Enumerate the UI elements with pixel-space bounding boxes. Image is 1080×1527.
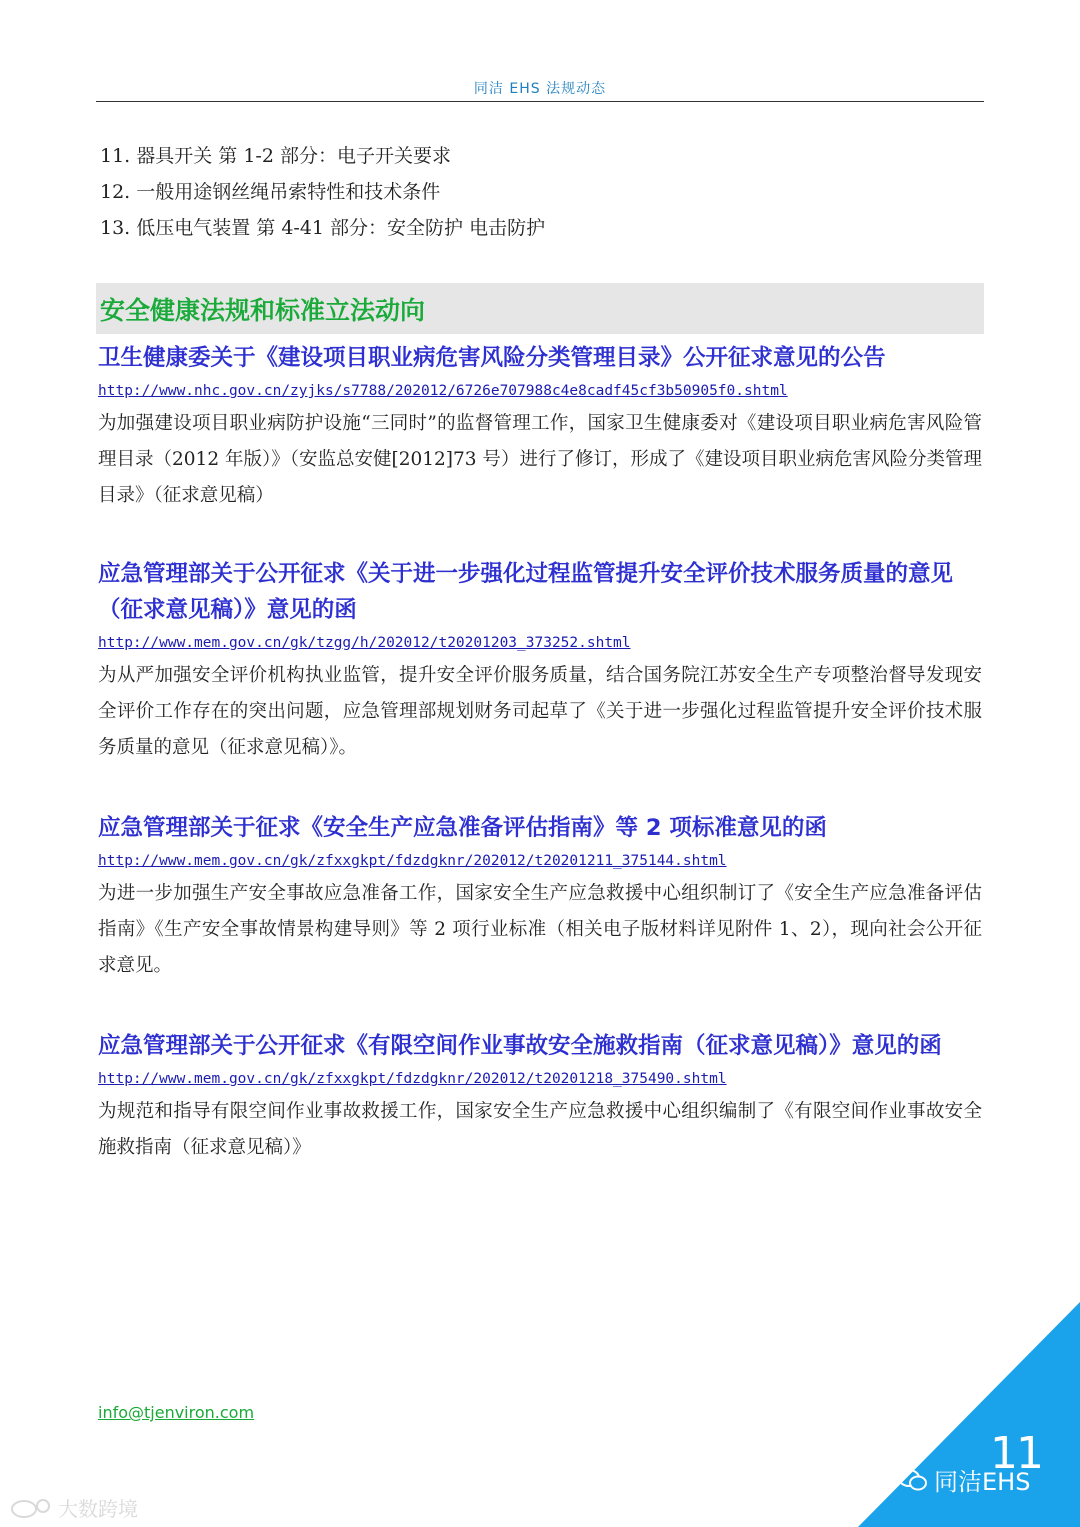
section-title: 安全健康法规和标准立法动向 bbox=[100, 296, 426, 325]
header-title: 同洁 EHS 法规动态 bbox=[473, 81, 607, 97]
article-body: 为进一步加强生产安全事故应急准备工作，国家安全生产应急救援中心组织制订了《安全生产应急准备评估指南》《生产安全事故情景构建导则》等 2 项行业标准（相关电子版材料详见附件 1、2），现向社会公开征求意见。 bbox=[98, 883, 982, 976]
watermark-text: 大数跨境 bbox=[58, 1497, 138, 1521]
article-title: 应急管理部关于征求《安全生产应急准备评估指南》等 2 项标准意见的函 bbox=[98, 815, 827, 841]
article-link[interactable]: http://www.nhc.gov.cn/zyjks/s7788/202012/6726e707988c4e8cadf45cf3b50905f0.shtml bbox=[98, 383, 788, 399]
list-item: 11. 器具开关 第 1-2 部分：电子开关要求 bbox=[100, 145, 451, 167]
brand-watermark bbox=[898, 1462, 1030, 1497]
wechat-icon bbox=[898, 1468, 928, 1492]
list-item: 13. 低压电气装置 第 4-41 部分：安全防护 电击防护 bbox=[100, 217, 546, 239]
source-watermark bbox=[10, 1493, 138, 1522]
list-item: 12. 一般用途钢丝绳吊索特性和技术条件 bbox=[100, 181, 441, 203]
article-body: 为从严加强安全评价机构执业监管，提升安全评价服务质量，结合国务院江苏安全生产专项整治督导发现安全评价工作存在的突出问题，应急管理部规划财务司起草了《关于进一步强化过程监管提升安全评价技术服务质量的意见（征求意见稿）》。 bbox=[98, 665, 982, 758]
weibo-icon bbox=[10, 1497, 52, 1519]
article-title: 卫生健康委关于《建设项目职业病危害风险分类管理目录》公开征求意见的公告 bbox=[98, 345, 886, 371]
brand-name: 同洁EHS bbox=[934, 1468, 1031, 1496]
article-link[interactable]: http://www.mem.gov.cn/gk/zfxxgkpt/fdzdgknr/202012/t20201211_375144.shtml bbox=[98, 853, 727, 869]
article-link[interactable]: http://www.mem.gov.cn/gk/tzgg/h/202012/t20201203_373252.shtml bbox=[98, 635, 631, 651]
article-body: 为规范和指导有限空间作业事故救援工作，国家安全生产应急救援中心组织编制了《有限空间作业事故安全施救指南（征求意见稿）》 bbox=[98, 1101, 982, 1158]
article-title: 应急管理部关于公开征求《有限空间作业事故安全施救指南（征求意见稿）》意见的函 bbox=[98, 1033, 942, 1059]
footer-email-link[interactable]: info@tjenviron.com bbox=[98, 1403, 255, 1422]
article-title: 应急管理部关于公开征求《关于进一步强化过程监管提升安全评价技术服务质量的意见（征求意见稿）》意见的函 bbox=[98, 561, 954, 623]
page-number: 11 bbox=[990, 1428, 1042, 1479]
article-body: 为加强建设项目职业病防护设施“三同时”的监督管理工作，国家卫生健康委对《建设项目职业病危害风险管理目录（2012 年版）》（安监总安健[2012]73 号）进行了修订，形成了《建设项目职业病危害风险分类管理目录》（征求意见稿） bbox=[98, 413, 982, 506]
article-link[interactable]: http://www.mem.gov.cn/gk/zfxxgkpt/fdzdgknr/202012/t20201218_375490.shtml bbox=[98, 1071, 727, 1087]
